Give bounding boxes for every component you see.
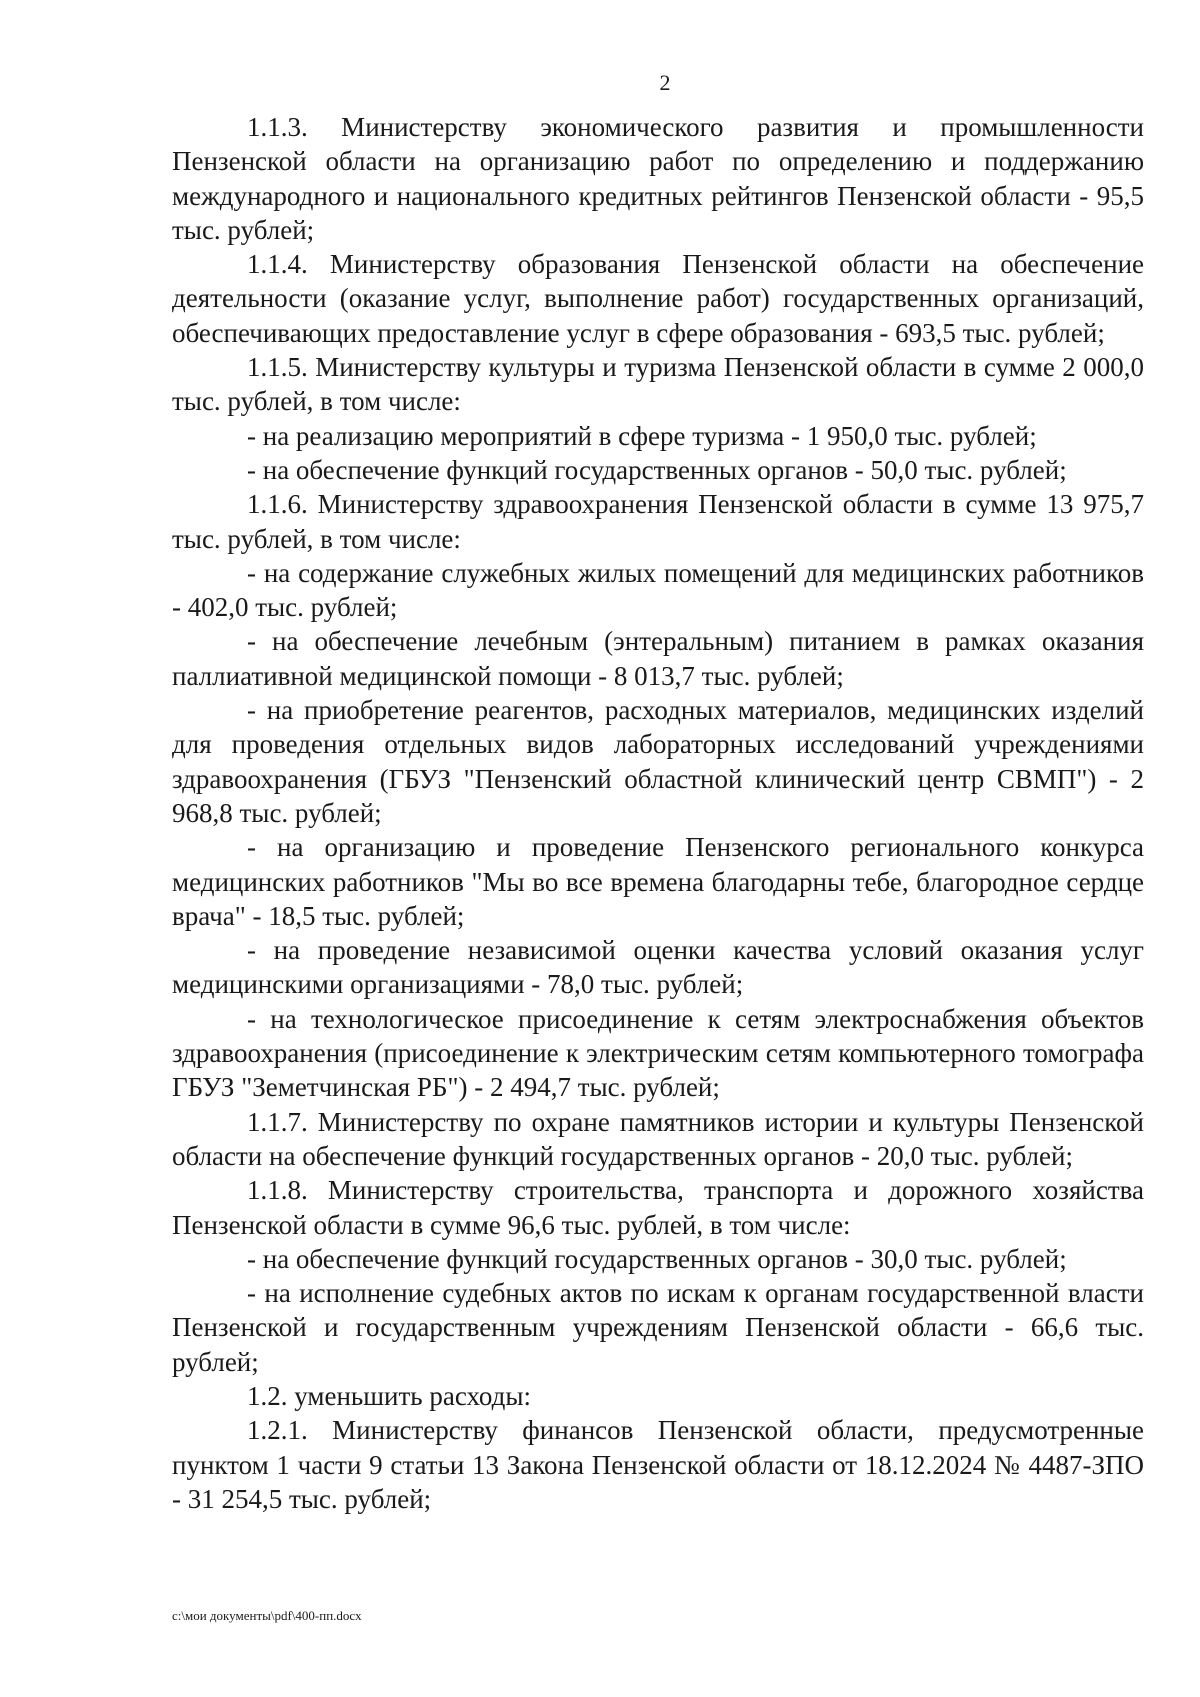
paragraph-1-1-3: 1.1.3. Министерству экономического развития и промышленности Пензенской области на организацию работ по определению и поддержанию международного и национального кредитных рейтингов Пензенской области - 95,5 тыс. рублей; (172, 112, 1144, 245)
list-item-reagents: - на приобретение реагентов, расходных материалов, медицинских изделий для проведения отдельных видов лабораторных исследований учреждениями здравоохранения (ГБУЗ "Пензенский областной клинический центр СВМП") - 2 968,8 тыс. рублей; (172, 695, 1144, 828)
list-item-tourism: - на реализацию мероприятий в сфере туризма - 1 950,0 тыс. рублей; (247, 420, 1037, 451)
paragraph-1-2-1: 1.2.1. Министерству финансов Пензенской области, предусмотренные пунктом 1 части 9 статьи 13 Закона Пензенской области от 18.12.2024 № 4487-ЗПО - 31 254,5 тыс. рублей; (172, 1415, 1144, 1514)
paragraph-1-1-4: 1.1.4. Министерству образования Пензенской области на обеспечение деятельности (оказание услуг, выполнение работ) государственных организаций, обеспечивающих предоставление услуг в сфере образования - 693,5 тыс. рублей; (172, 249, 1144, 348)
list-item-contest: - на организацию и проведение Пензенского регионального конкурса медицинских работников "Мы во все времена благодарны тебе, благородное сердце врача" - 18,5 тыс. рублей; (172, 832, 1144, 931)
document-body (172, 110, 1144, 1516)
paragraph-1-1-6: 1.1.6. Министерству здравоохранения Пензенской области в сумме 13 975,7 тыс. рублей, в том числе: (172, 489, 1144, 554)
list-item-nutrition: - на обеспечение лечебным (энтеральным) питанием в рамках оказания паллиативной медицинской помощи - 8 013,7 тыс. рублей; (172, 626, 1144, 691)
list-item-power-connection: - на технологическое присоединение к сетям электроснабжения объектов здравоохранения (присоединение к электрическим сетям компьютерного томографа ГБУЗ "Земетчинская РБ") - 2 494,7 тыс. рублей; (172, 1003, 1144, 1103)
page-number: 2 (659, 70, 671, 95)
list-item-housing: - на содержание служебных жилых помещений для медицинских работников - 402,0 тыс. рублей; (172, 557, 1144, 623)
list-item-court-acts: - на исполнение судебных актов по искам к органам государственной власти Пензенской и государственным учреждениям Пензенской области - 66,6 тыс. рублей; (172, 1278, 1144, 1377)
list-item-state-functions-2: - на обеспечение функций государственных органов - 30,0 тыс. рублей; (247, 1243, 1067, 1274)
paragraph-1-1-8: 1.1.8. Министерству строительства, транспорта и дорожного хозяйства Пензенской области в сумме 96,6 тыс. рублей, в том числе: (172, 1175, 1144, 1240)
list-item-quality-assessment: - на проведение независимой оценки качества условий оказания услуг медицинскими организациями - 78,0 тыс. рублей; (172, 935, 1144, 1000)
paragraph-1-1-5: 1.1.5. Министерству культуры и туризма Пензенской области в сумме 2 000,0 тыс. рублей, в том числе: (172, 352, 1144, 417)
list-item-state-functions: - на обеспечение функций государственных органов - 50,0 тыс. рублей; (247, 454, 1067, 485)
footer-file-path: c:\мои документы\pdf\400-пп.docx (172, 1608, 362, 1623)
paragraph-1-1-7: 1.1.7. Министерству по охране памятников истории и культуры Пензенской области на обеспечение функций государственных органов - 20,0 тыс. рублей; (172, 1106, 1144, 1171)
paragraph-1-2: 1.2. уменьшить расходы: (247, 1380, 532, 1411)
